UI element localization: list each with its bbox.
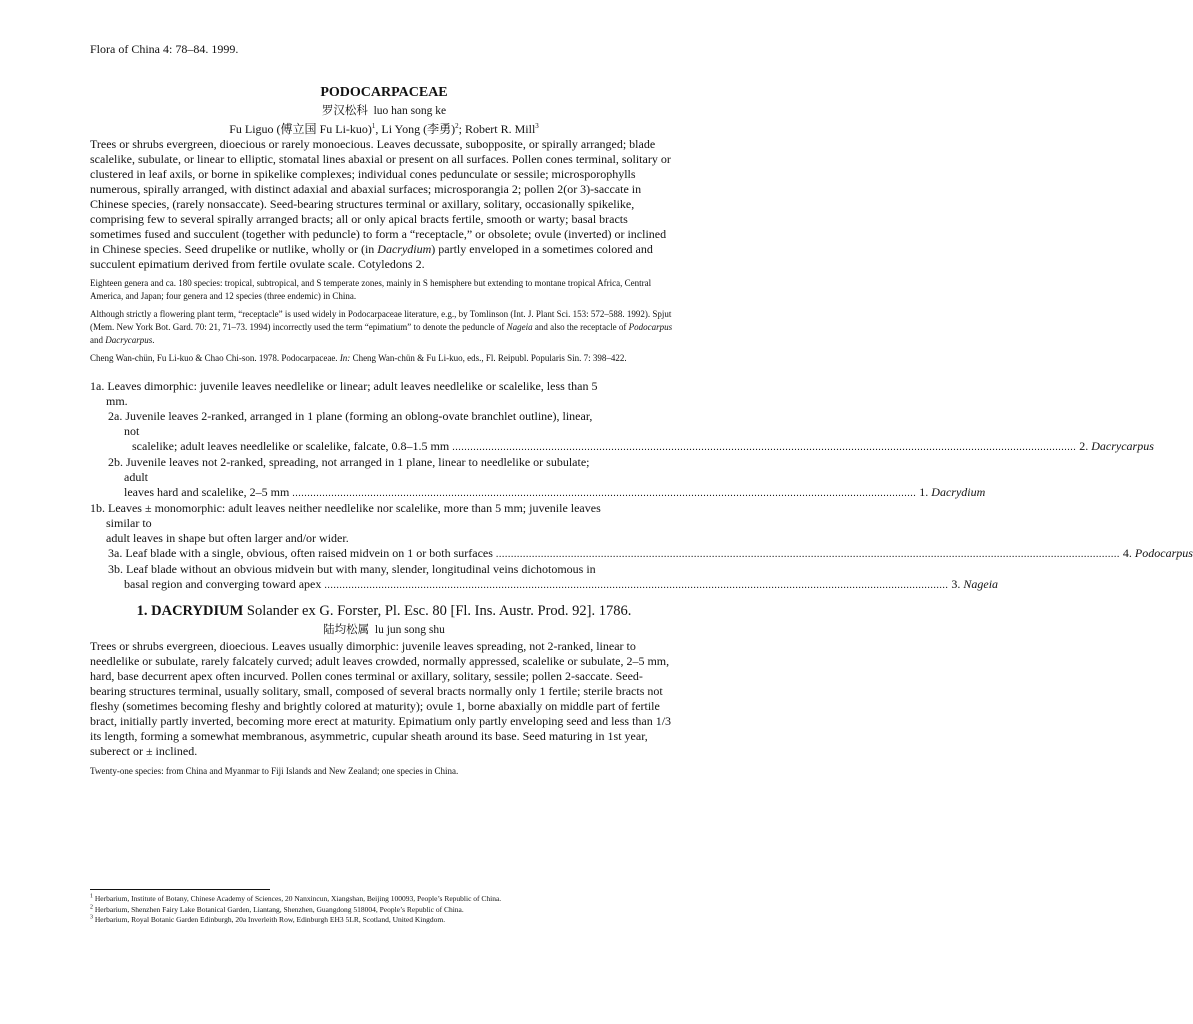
footnotes — [90, 889, 678, 926]
genus-description: Trees or shrubs evergreen, dioecious. Leaves usually dimorphic: juvenile leaves spreading, not 2-ranked, linear to needlelike or subulate, rarely falcately curved; adult leaves crowded, normally appressed, scalelike or subulate, 2–5 mm, hard, base decurrent apex often incurved. Pollen cones terminal or axillary, solitary, sessile; pollen 2-saccate. Seed-bearing structures terminal, usually solitary, small, composed of several bracts normally only 1 fertile; sterile bracts not fleshy (sometimes becoming fleshy and brightly colored at maturity); ovule 1, borne abaxially on middle part of fertile bract, initially partly inverted, becoming more erect at maturity. Epimatium only partly enveloping seed and less than 1/3 its length, forming a somewhat membranous, asymmetric, cupular sheath around its base. Seed maturing in 1st year, suberect or ± inclined. — [90, 639, 672, 758]
journal-citation: Flora of China 4: 78–84. 1999. — [90, 42, 239, 56]
key-line-1a: 1a. Leaves dimorphic: juvenile leaves needlelike or linear; adult leaves needlelike or scalelike, less than 5 — [90, 379, 598, 393]
genus-chinese-name: 陆均松属 lu jun song shu — [323, 624, 445, 636]
footnote-2: $^2$ Herbarium, Shenzhen Fairy Lake Botanical Garden, Liantang, Shenzhen, Guangdong 518004, People’s Republic of China. — [90, 904, 464, 914]
key-line-2b: 2b. Juvenile leaves not 2-ranked, spreading, not arranged in 1 plane, linear to needlelike or subulate; — [108, 455, 590, 469]
key-line-1b: 1b. Leaves ± monomorphic: adult leaves neither needlelike nor scalelike, more than 5 mm; juvenile leaves — [90, 501, 601, 515]
page-body — [90, 42, 1193, 778]
terminology-note: Although strictly a flowering plant term, “receptacle” is used widely in Podocarpaceae literature, e.g., by Tomlinson (Int. J. Plant Sci. 153: 572–588. 1992). Spjut (Mem. New York Bot. Gard. 70: 21, 71–73. 1994) incorrectly used the term “epimatium” to denote the peduncle of Nageia and also the receptacle of Podocarpus and Dacrycarpus. — [90, 309, 673, 345]
reference-note: Cheng Wan-chün, Fu Li-kuo & Chao Chi-son. 1978. Podocarpaceae. In: Cheng Wan-chün & Fu Li-kuo, eds., Fl. Reipubl. Popularis Sin. 7: 398–422. — [90, 353, 627, 363]
key-line-2b-lead: leaves hard and scalelike, 2–5 mm ................................................................................................................................................................................................................ 1. Dacrydium — [124, 485, 986, 499]
identification-key — [90, 379, 1193, 593]
key-line-3b: 3b. Leaf blade without an obvious midvein but with many, slender, longitudinal veins dichotomous in — [108, 562, 596, 576]
key-line-2a: 2a. Juvenile leaves 2-ranked, arranged in 1 plane (forming an oblong-ovate branchlet outline), linear, — [108, 409, 593, 423]
key-line-2b-cont: adult — [124, 470, 148, 484]
family-name: PODOCARPACEAE — [320, 85, 448, 100]
family-description: Trees or shrubs evergreen, dioecious or rarely monoecious. Leaves decussate, subopposite, or spirally arranged; blade scalelike, subulate, or linear to elliptic, stomatal lines abaxial or present on all surfaces. Pollen cones terminal, solitary or clustered in leaf axils, or borne in spikelike complexes; individual cones pedunculate or sessile; microsporophylls numerous, spirally arranged, with distinct adaxial and abaxial surfaces; microsporangia 2; pollen 2(or 3)-saccate in Chinese species, (rarely nonsaccate). Seed-bearing structures terminal or axillary, solitary, occasionally spikelike, comprising few to several spirally arranged bracts; all or only apical bracts fertile, smooth or warty; basal bracts sometimes fused and succulent (together with peduncle) to form a “receptacle,” or obsolete; ovule (inverted) or inclined in Chinese species. Seed drupelike or nutlike, wholly or (in Dacrydium) partly enveloped in a sometimes colored and succulent epimatium derived from fertile ovulate scale. Cotyledons 2. — [90, 137, 671, 271]
key-line-2a-cont: not — [124, 424, 140, 438]
genus-distribution-note: Twenty-one species: from China and Myanmar to Fiji Islands and New Zealand; one species in China. — [90, 766, 459, 776]
key-line-1b-cont: similar to — [106, 516, 152, 530]
key-line-1b-cont2: adult leaves in shape but often larger and/or wider. — [106, 531, 349, 545]
family-chinese-name: 罗汉松科 luo han song ke — [321, 105, 447, 117]
authors-line: Fu Liguo (傅立国 Fu Li-kuo)$^1$, Li Yong (李勇)$^2$; Robert R. Mill$^3$ — [229, 122, 539, 136]
genus-title: 1. DACRYDIUM Solander ex G. Forster, Pl. Esc. 80 [Fl. Ins. Austr. Prod. 92]. 1786. — [136, 603, 632, 619]
distribution-note: Eighteen genera and ca. 180 species: tropical, subtropical, and S temperate zones, mainly in S hemisphere but extending to montane tropical Africa, Central America, and Japan; four genera and 12 species (three endemic) in China. — [90, 278, 652, 301]
key-line-3a: 3a. Leaf blade with a single, obvious, often raised midvein on 1 or both surfaces ................................................................................................................................................................................................................ 4. Podocarpus — [108, 546, 1193, 560]
key-line-2a-lead: scalelike; adult leaves needlelike or scalelike, falcate, 0.8–1.5 mm ................................................................................................................................................................................................................ 2. Dacrycarpus — [132, 439, 1154, 453]
key-line-3b-lead: basal region and converging toward apex ................................................................................................................................................................................................................ 3. Nageia — [124, 577, 999, 591]
footnote-3: $^3$ Herbarium, Royal Botanic Garden Edinburgh, 20a Inverleith Row, Edinburgh EH3 5LR, Scotland, United Kingdom. — [90, 914, 446, 924]
footnote-1: $^1$ Herbarium, Institute of Botany, Chinese Academy of Sciences, 20 Nanxincun, Xiangshan, Beijing 100093, People’s Republic of China. — [90, 893, 502, 903]
key-line-1a-cont: mm. — [106, 394, 128, 408]
footnote-rule — [90, 889, 270, 890]
